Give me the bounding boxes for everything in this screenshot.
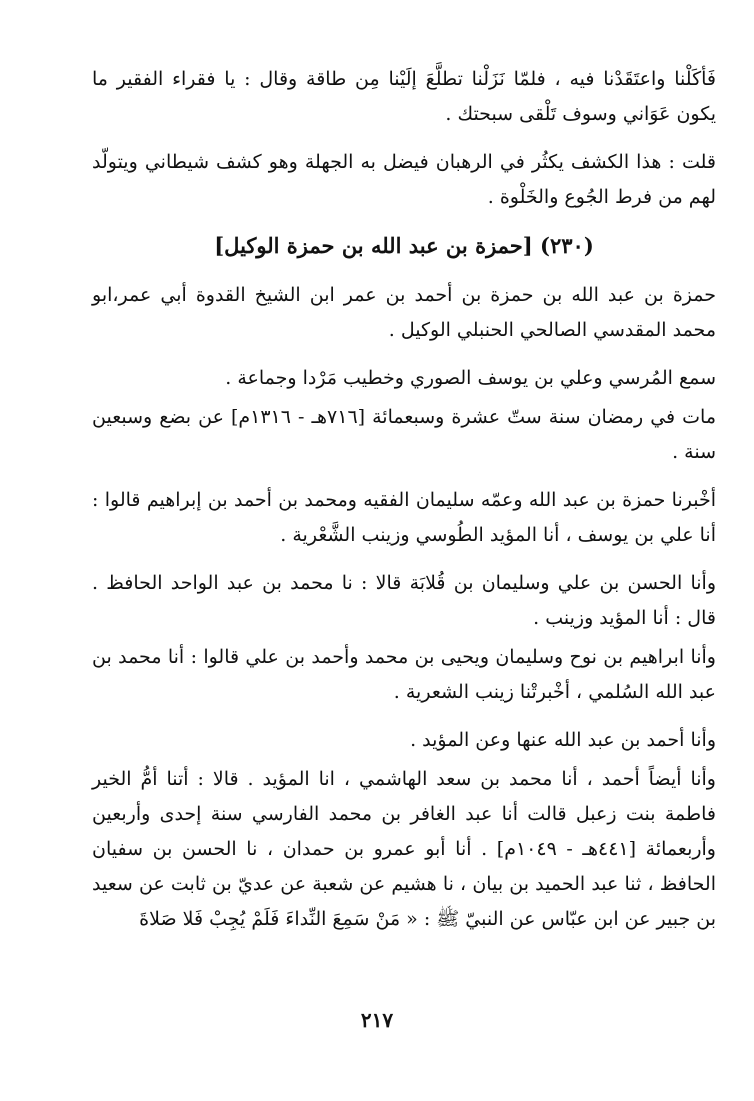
- paragraph-narration-5: وأنا أيضاً أحمد ، أنا محمد بن سعد الهاشمي ، انا المؤيد . قالا : أتنا أمُّ الخير فاطمة بنت زعبل قالت أنا عبد الغافر بن محمد الفارسي سنة إحدى وأربعين وأربعمائة [٤٤١هـ - ١٠٤٩م] . أنا أبو عمرو بن حمدان ، نا الحسن بن سفيان الحافظ ، ثنا عبد الحميد بن بيان ، نا هشيم عن شعبة عن عديّ بن ثابت عن سعيد بن جبير عن ابن عبّاس عن النبيّ ﷺ : « مَنْ سَمِعَ النِّداءَ فَلَمْ يُجِبْ فَلا صَلاةَ: [92, 768, 716, 930]
- page-number: ٢١٧: [360, 1008, 394, 1032]
- paragraph-narration-4: وأنا أحمد بن عبد الله عنها وعن المؤيد .: [410, 729, 716, 751]
- paragraph-narration-3: وأنا ابراهيم بن نوح وسليمان ويحيى بن محمد وأحمد بن علي قالوا : أنا محمد بن عبد الله السُلمي ، أخْبرتْنا زينب الشعرية .: [92, 646, 716, 703]
- paragraph-commentary: قلت : هذا الكشف يكثُر في الرهبان فيضل به الجهلة وهو كشف شيطاني ويتولّد لهم من فرط الجُوع والخَلْوة .: [92, 151, 716, 208]
- paragraph-anecdote: فَأكَلْنا واعتَقَدْنا فيه ، فلمّا نَزَلْنا تطلَّعَ إلَيْنا مِن طاقة وقال : يا فقراء الفقير ما يكون عَوَاني وسوف تَلْقى سبحتك .: [92, 68, 716, 125]
- entry-heading: (٢٣٠) [حمزة بن عبد الله بن حمزة الوكيل]: [214, 233, 594, 258]
- paragraph-lineage: حمزة بن عبد الله بن حمزة بن أحمد بن عمر ابن الشيخ القدوة أبي عمر،ابو محمد المقدسي الصالحي الحنبلي الوكيل .: [92, 284, 716, 341]
- paragraph-death: مات في رمضان سنة ستّ عشرة وسبعمائة [٧١٦هـ - ١٣١٦م] عن بضع وسبعين سنة .: [92, 406, 716, 463]
- text-block: [92, 62, 716, 950]
- paragraph-narration-1: أخْبرنا حمزة بن عبد الله وعمّه سليمان الفقيه ومحمد بن أحمد بن إبراهيم قالوا : أنا علي بن يوسف ، أنا المؤيد الطُوسي وزينب الشَّعْرية .: [92, 489, 716, 546]
- paragraph-teachers: سمع المُرسي وعلي بن يوسف الصوري وخطيب مَرْدا وجماعة .: [225, 367, 716, 389]
- paragraph-narration-2: وأنا الحسن بن علي وسليمان بن قُلابَة قالا : نا محمد بن عبد الواحد الحافظ . قال : أنا المؤيد وزينب .: [92, 572, 716, 629]
